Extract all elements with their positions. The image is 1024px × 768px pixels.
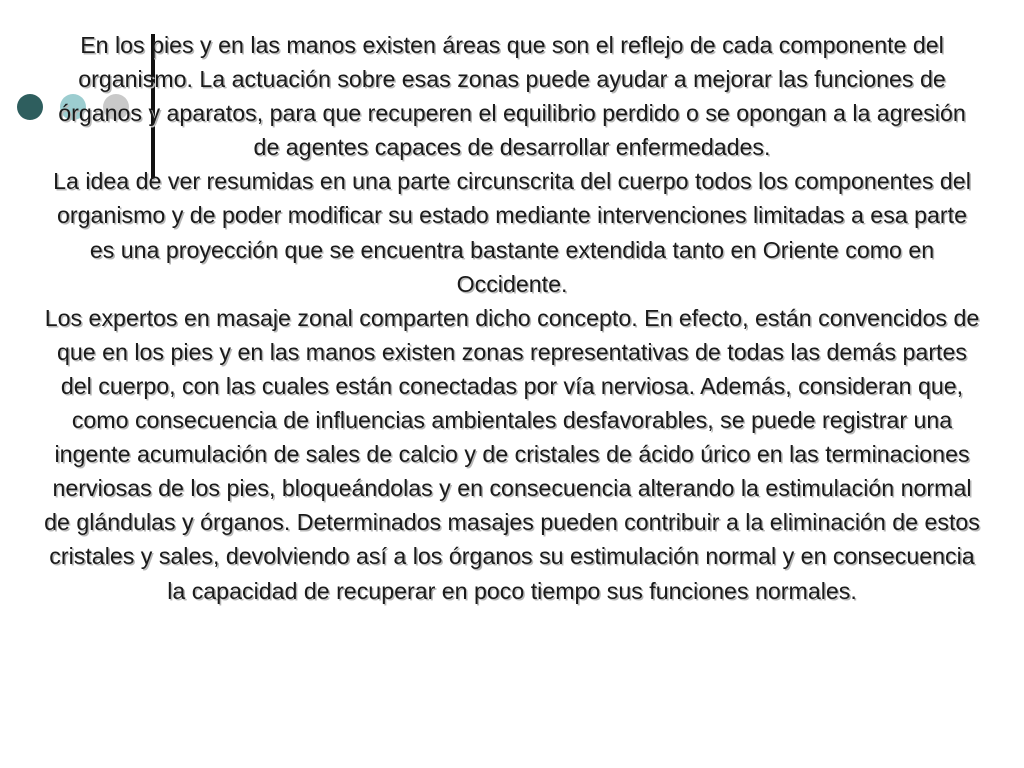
paragraph-2: La idea de ver resumidas en una parte circunscrita del cuerpo todos los componentes del organismo y de poder modificar su estado mediante intervenciones limitadas a esa parte es una proyección que se encuentra bastante extendida tanto en Oriente como en Occidente. xyxy=(53,168,971,297)
slide-body-text xyxy=(44,28,980,608)
dark-teal-dot-icon xyxy=(17,94,43,120)
paragraph-3: Los expertos en masaje zonal comparten dicho concepto. En efecto, están convencidos de que en los pies y en las manos existen zonas representativas de todas las demás partes del cuerpo, con las cuales están conectadas por vía nerviosa. Además, consideran que, como consecuencia de influencias ambientales desfavorables, se puede registrar una ingente acumulación de sales de calcio y de cristales de ácido úrico en las terminaciones nerviosas de los pies, bloqueándolas y en consecuencia alterando la estimulación normal de glándulas y órganos. Determinados masajes pueden contribuir a la eliminación de estos cristales y sales, devolviendo así a los órganos su estimulación normal y en consecuencia la capacidad de recuperar en poco tiempo sus funciones normales. xyxy=(44,304,980,604)
paragraph-1: En los pies y en las manos existen áreas que son el reflejo de cada componente del organismo. La actuación sobre esas zonas puede ayudar a mejorar las funciones de órganos y aparatos, para que recuperen el equilibrio perdido o se opongan a la agresión de agentes capaces de desarrollar enfermedades. xyxy=(58,32,966,161)
